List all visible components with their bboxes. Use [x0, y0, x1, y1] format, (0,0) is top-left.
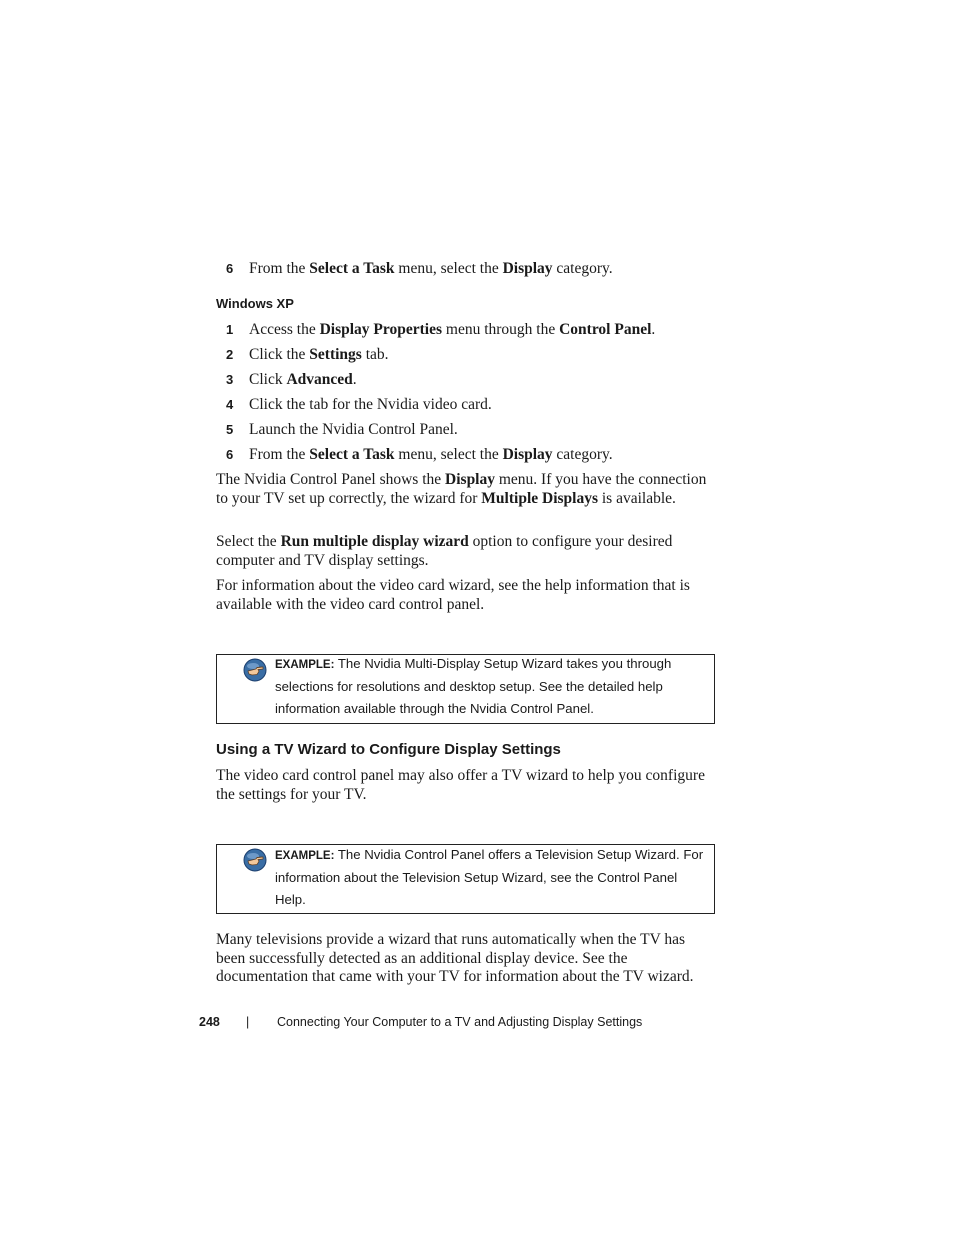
- body-paragraph: The Nvidia Control Panel shows the Display menu. If you have the connection to your TV set up correctly, the wizard for Multiple Displays is available.: [216, 471, 707, 507]
- step-text: From the Select a Task menu, select the Display category.: [249, 446, 613, 463]
- step-text: Launch the Nvidia Control Panel.: [249, 421, 458, 438]
- step-text: Click the tab for the Nvidia video card.: [249, 396, 492, 413]
- step-number: 6: [226, 447, 234, 462]
- pointing-hand-icon: [243, 658, 267, 682]
- body-paragraph: Select the Run multiple display wizard option to configure your desired computer and TV display settings.: [216, 533, 673, 569]
- step-number: 5: [226, 422, 234, 437]
- step-number: 4: [226, 397, 234, 412]
- step-number: 6: [226, 261, 234, 276]
- windows-xp-heading: Windows XP: [216, 296, 294, 311]
- note-text: EXAMPLE: The Nvidia Control Panel offers a Television Setup Wizard. For information about the Television Setup Wizard, see the Control Panel Help.: [275, 847, 704, 907]
- chapter-title: Connecting Your Computer to a TV and Adjusting Display Settings: [277, 1015, 643, 1029]
- note-label: EXAMPLE:: [275, 850, 335, 862]
- body-paragraph: For information about the video card wizard, see the help information that is available with the video card control panel.: [216, 577, 690, 613]
- note-label: EXAMPLE:: [275, 659, 335, 671]
- body-paragraph: The video card control panel may also offer a TV wizard to help you configure the settings for your TV.: [216, 767, 705, 803]
- page-number: 248: [199, 1015, 220, 1029]
- pointing-hand-icon: [243, 848, 267, 872]
- step-number: 3: [226, 372, 234, 387]
- step-text: From the Select a Task menu, select the Display category.: [249, 260, 613, 277]
- example-note: [216, 654, 715, 724]
- footer-separator: |: [246, 1015, 250, 1029]
- section-heading: Using a TV Wizard to Configure Display Settings: [216, 741, 561, 758]
- body-paragraph: Many televisions provide a wizard that runs automatically when the TV has been successfully detected as an additional display device. See the documentation that came with your TV for information about the TV wizard.: [216, 931, 694, 985]
- step-text: Click the Settings tab.: [249, 346, 389, 363]
- step-text: Click Advanced.: [249, 371, 357, 388]
- step-number: 1: [226, 322, 234, 337]
- step-number: 2: [226, 347, 234, 362]
- step-text: Access the Display Properties menu through the Control Panel.: [249, 321, 656, 338]
- note-text: EXAMPLE: The Nvidia Multi-Display Setup Wizard takes you through selections for resolutions and desktop setup. See the detailed help information available through the Nvidia Control Panel.: [275, 656, 672, 716]
- example-note: [216, 844, 715, 914]
